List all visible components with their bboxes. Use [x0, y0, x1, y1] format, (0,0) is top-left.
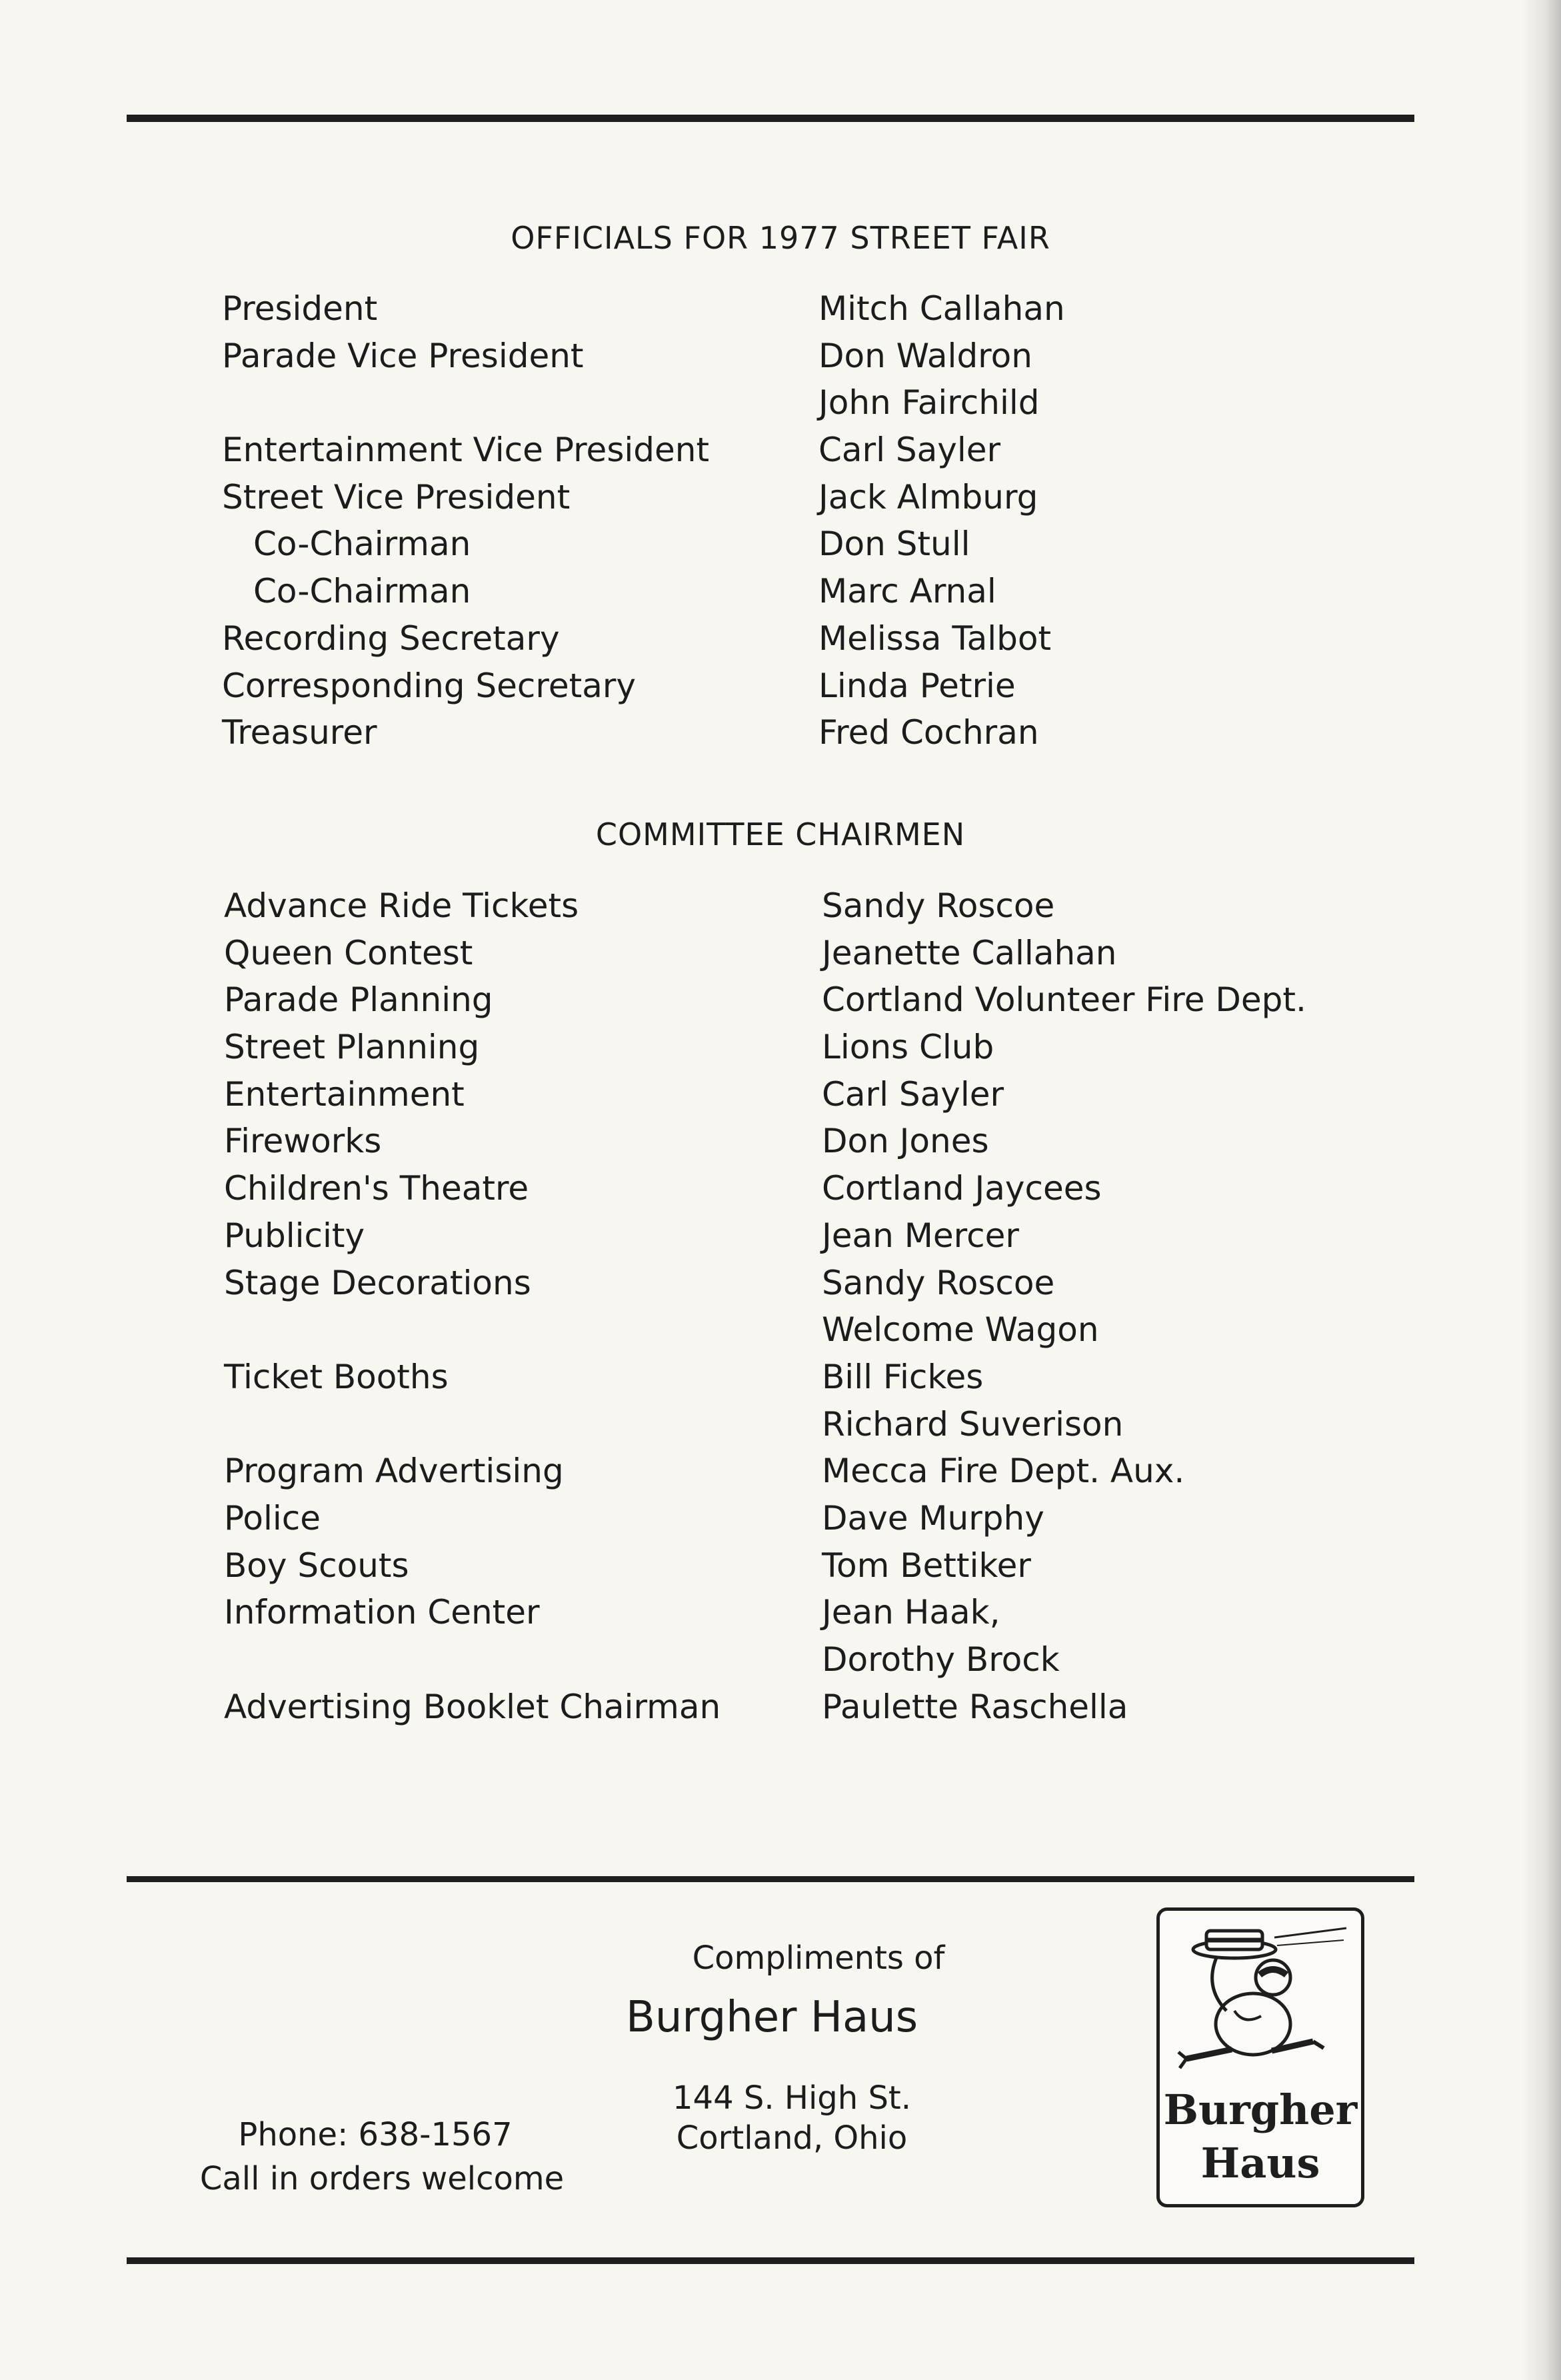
committee-label: Information Center: [224, 1593, 540, 1632]
officials-title: OFFICIALS FOR 1977 STREET FAIR: [511, 220, 1050, 256]
committee-row: [0, 1401, 1561, 1448]
top-rule: [127, 115, 1414, 122]
office-label: Parade Vice President: [222, 336, 584, 375]
officials-row: [0, 662, 1561, 710]
committee-row: [0, 1024, 1561, 1071]
committee-label: Parade Planning: [224, 980, 493, 1020]
committee-label: Police: [224, 1498, 321, 1538]
chairman-name: Don Jones: [822, 1122, 989, 1161]
officials-row: [0, 568, 1561, 615]
chairman-name: Jean Mercer: [822, 1216, 1019, 1255]
committee-label: Advance Ride Tickets: [224, 886, 579, 925]
chairman-name: Mecca Fire Dept. Aux.: [822, 1452, 1185, 1491]
committee-label: Ticket Booths: [224, 1357, 449, 1396]
committee-row: [0, 1306, 1561, 1354]
officials-row: [0, 285, 1561, 333]
officials-row: [0, 615, 1561, 662]
official-name: Linda Petrie: [818, 666, 1016, 705]
committee-label: Publicity: [224, 1216, 365, 1255]
office-label: Recording Secretary: [222, 618, 560, 658]
official-name: John Fairchild: [818, 383, 1040, 423]
official-name: Mitch Callahan: [818, 289, 1065, 328]
officials-row: [0, 474, 1561, 521]
office-label: Corresponding Secretary: [222, 666, 637, 705]
committee-title: COMMITTEE CHAIRMEN: [595, 816, 966, 852]
committee-label: Street Planning: [224, 1028, 480, 1067]
chairman-name: Bill Fickes: [822, 1357, 984, 1396]
burgher-haus-logo-image: [1160, 1911, 1361, 2204]
chairman-name: Cortland Volunteer Fire Dept.: [822, 980, 1306, 1020]
logo-text-burgher: Burgher: [1163, 2085, 1358, 2134]
committee-label: Children's Theatre: [224, 1169, 529, 1208]
bottom-rule: [127, 2257, 1414, 2264]
committee-row: [0, 1495, 1561, 1542]
committee-row: [0, 1071, 1561, 1118]
committee-row: [0, 1260, 1561, 1307]
committee-row: [0, 1165, 1561, 1212]
chairman-name: Jeanette Callahan: [822, 933, 1117, 972]
officials-row: [0, 427, 1561, 474]
committee-label: Boy Scouts: [224, 1546, 409, 1585]
official-name: Fred Cochran: [818, 713, 1039, 752]
committee-row: [0, 930, 1561, 977]
committee-row: [0, 1212, 1561, 1260]
ad-top-rule: [127, 1876, 1414, 1882]
officials-row: [0, 333, 1561, 380]
committee-row: [0, 1118, 1561, 1165]
office-label: Street Vice President: [222, 477, 571, 517]
official-name: Carl Sayler: [818, 431, 1001, 470]
official-name: Melissa Talbot: [818, 618, 1052, 658]
compliments-of: Compliments of: [692, 1939, 945, 1977]
committee-row: [0, 1542, 1561, 1590]
committee-label: Program Advertising: [224, 1452, 564, 1491]
office-label: Treasurer: [222, 713, 377, 752]
official-name: Don Stull: [818, 525, 970, 564]
chairman-name: Dave Murphy: [822, 1498, 1044, 1538]
chairman-name: Sandy Roscoe: [822, 886, 1055, 925]
committee-label: Stage Decorations: [224, 1263, 531, 1302]
chairman-name: Sandy Roscoe: [822, 1263, 1055, 1302]
chairman-name: Cortland Jaycees: [822, 1169, 1102, 1208]
committee-row: [0, 976, 1561, 1024]
committee-label: Queen Contest: [224, 933, 473, 972]
chairman-name: Lions Club: [822, 1028, 994, 1067]
committee-label: Advertising Booklet Chairman: [224, 1687, 721, 1726]
committee-row: [0, 1684, 1561, 1731]
committee-row: [0, 1448, 1561, 1495]
committee-row: [0, 1589, 1561, 1636]
committee-list: [0, 882, 1561, 1730]
address-line-1: 144 S. High St.: [673, 2079, 911, 2117]
chairman-name: Welcome Wagon: [822, 1310, 1099, 1350]
office-label: President: [222, 289, 378, 328]
chairman-name: Carl Sayler: [822, 1074, 1004, 1114]
official-name: Marc Arnal: [818, 572, 996, 611]
chairman-name: Tom Bettiker: [822, 1546, 1031, 1585]
officials-row: [0, 709, 1561, 756]
chairman-name: Dorothy Brock: [822, 1640, 1060, 1679]
committee-row: [0, 1636, 1561, 1684]
committee-row: [0, 1354, 1561, 1401]
committee-label: Fireworks: [224, 1122, 382, 1161]
officials-row: [0, 379, 1561, 427]
officials-row: [0, 521, 1561, 568]
logo-text-haus: Haus: [1200, 2139, 1320, 2187]
office-label: Entertainment Vice President: [222, 431, 710, 470]
official-name: Jack Almburg: [818, 477, 1038, 517]
phone-number: Phone: 638-1567: [238, 2116, 513, 2153]
officials-list: [0, 285, 1561, 756]
call-in-orders: Call in orders welcome: [199, 2160, 565, 2197]
burgher-haus-logo: [1156, 1907, 1364, 2207]
address-line-2: Cortland, Ohio: [676, 2119, 908, 2157]
office-label: Co-Chairman: [253, 525, 471, 564]
official-name: Don Waldron: [818, 336, 1032, 375]
chairman-name: Jean Haak,: [822, 1593, 1000, 1632]
committee-label: Entertainment: [224, 1074, 465, 1114]
chairman-name: Paulette Raschella: [822, 1687, 1128, 1726]
committee-row: [0, 882, 1561, 930]
chairman-name: Richard Suverison: [822, 1404, 1124, 1444]
business-name: Burgher Haus: [625, 1993, 918, 2042]
office-label: Co-Chairman: [253, 572, 471, 611]
